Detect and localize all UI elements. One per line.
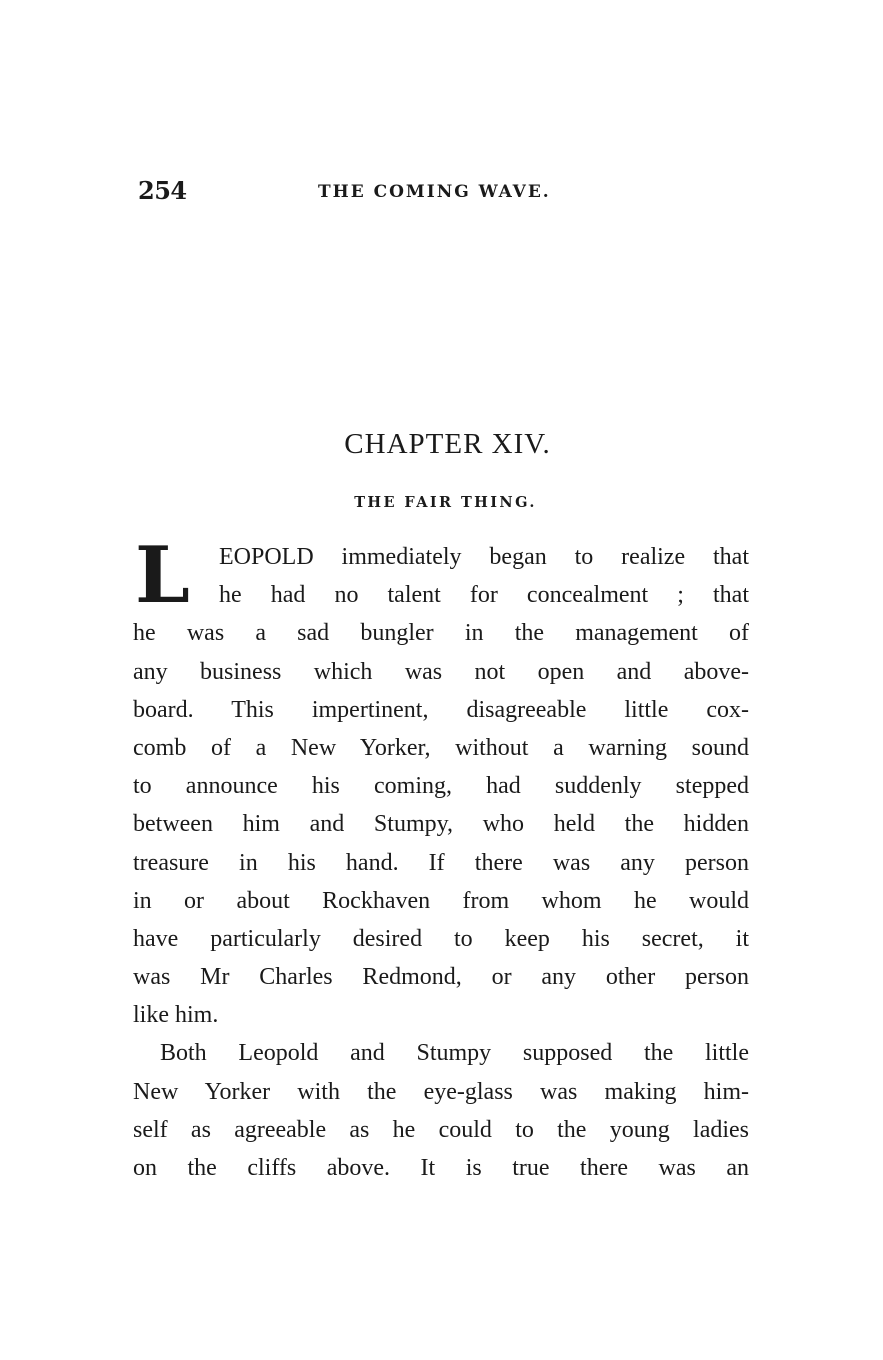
text-line: to announce his coming, had suddenly stepped (133, 773, 749, 800)
text-line: treasure in his hand. If there was any person (133, 849, 749, 876)
drop-cap: L (135, 530, 190, 621)
text-line: he was a sad bungler in the management of (133, 620, 749, 647)
text-line: Both Leopold and Stumpy supposed the little (160, 1040, 749, 1067)
text-line: in or about Rockhaven from whom he would (133, 887, 749, 914)
text-line: self as agreeable as he could to the young ladies (133, 1116, 749, 1143)
text-line: any business which was not open and above- (133, 658, 749, 685)
text-line: between him and Stumpy, who held the hidden (133, 811, 749, 838)
text-line: was Mr Charles Redmond, or any other person (133, 964, 749, 991)
body-text (133, 530, 749, 1187)
chapter-title-text: THE FAIR THING. (354, 494, 537, 511)
text-line: have particularly desired to keep his secret, it (133, 925, 749, 952)
chapter-title (0, 494, 883, 511)
text-line: like him. (133, 1002, 219, 1029)
text-line: he had no talent for concealment ; that (219, 582, 749, 609)
chapter-heading (0, 428, 883, 461)
text-line: comb of a New Yorker, without a warning sound (133, 734, 749, 761)
text-line: New Yorker with the eye-glass was making him- (133, 1078, 749, 1105)
text-line: on the cliffs above. It is true there was an (133, 1155, 749, 1181)
book-title: THE COMING WAVE. (318, 182, 551, 202)
chapter-number: CHAPTER XIV. (344, 428, 551, 460)
text-line: board. This impertinent, disagreeable little cox- (133, 696, 749, 723)
page-number: 254 (138, 176, 187, 205)
running-head (138, 176, 748, 210)
text-line: EOPOLD immediately began to realize that (219, 544, 749, 570)
